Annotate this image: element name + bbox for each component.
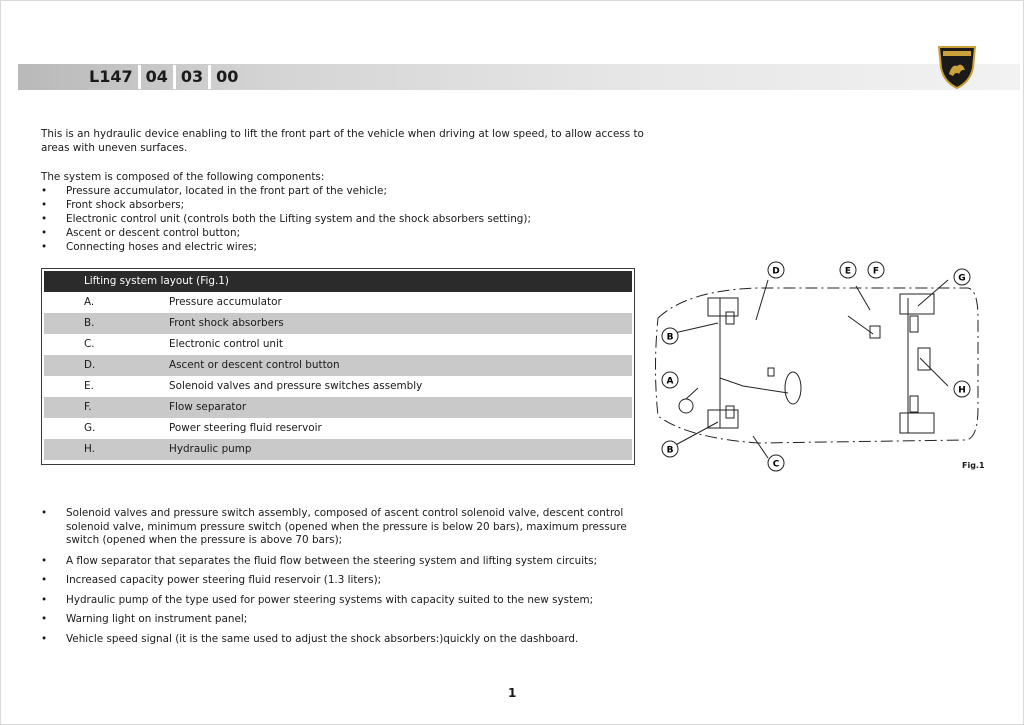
list-item: • Connecting hoses and electric wires; — [41, 240, 661, 254]
callout-label: B — [666, 332, 674, 343]
list-item: • A flow separator that separates the fluid flow between the steering system and lifting system circuits; — [41, 555, 641, 569]
callout-label: C — [772, 459, 780, 470]
row-value: Front shock absorbers — [169, 317, 284, 329]
row-value: Electronic control unit — [169, 338, 283, 350]
callout-label: F — [872, 266, 880, 277]
table-row — [44, 376, 632, 397]
table-row — [44, 334, 632, 355]
row-key: H. — [84, 443, 95, 455]
row-value: Solenoid valves and pressure switches assembly — [169, 380, 423, 392]
row-key: F. — [84, 401, 92, 413]
list-item: • Warning light on instrument panel; — [41, 613, 641, 627]
row-value: Pressure accumulator — [169, 296, 282, 308]
list-item: • Pressure accumulator, located in the front part of the vehicle; — [41, 184, 661, 198]
brand-shield-icon — [936, 44, 978, 90]
accumulator-symbol — [679, 399, 693, 413]
callout-label: D — [772, 266, 780, 277]
list-item: • Hydraulic pump of the type used for power steering systems with capacity suited to the new system; — [41, 594, 641, 608]
list-item: • Front shock absorbers; — [41, 198, 661, 212]
table-row — [44, 292, 632, 313]
row-key: G. — [84, 422, 96, 434]
row-key: D. — [84, 359, 96, 371]
components-section — [41, 170, 661, 254]
table-row — [44, 355, 632, 376]
intro-paragraph: This is an hydraulic device enabling to lift the front part of the vehicle when driving at low speed, to allow access to areas with uneven surfaces. — [41, 128, 644, 154]
code-item: 00 — [208, 65, 243, 89]
hydraulic-hose — [720, 378, 788, 393]
list-item: • Vehicle speed signal (it is the same used to adjust the shock absorbers:)quickly on the dashboard. — [41, 633, 641, 647]
row-value: Power steering fluid reservoir — [169, 422, 322, 434]
row-key: E. — [84, 380, 94, 392]
table-row — [44, 397, 632, 418]
callout-label: E — [844, 266, 852, 277]
row-value: Hydraulic pump — [169, 443, 252, 455]
row-value: Ascent or descent control button — [169, 359, 340, 371]
callout-label: A — [666, 376, 674, 387]
table-row — [44, 418, 632, 439]
callout-label: G — [958, 273, 966, 284]
list-item: • Ascent or descent control button; — [41, 226, 661, 240]
control-unit-symbol — [785, 372, 801, 404]
row-key: C. — [84, 338, 95, 350]
list-item: • Electronic control unit (controls both the Lifting system and the shock absorbers setting); — [41, 212, 661, 226]
components-list — [41, 184, 661, 254]
callout-label: B — [666, 445, 674, 456]
table-row — [44, 313, 632, 334]
table-row — [44, 439, 632, 460]
row-key: A. — [84, 296, 95, 308]
details-list — [41, 507, 641, 652]
table-title: Lifting system layout (Fig.1) — [44, 271, 632, 292]
code-model: L147 — [89, 67, 133, 86]
callout-label: H — [958, 385, 966, 396]
layout-table — [41, 268, 635, 465]
figure-label: Fig.1 — [962, 461, 985, 470]
lifting-system-diagram — [648, 258, 988, 478]
document-code — [84, 65, 243, 89]
row-value: Flow separator — [169, 401, 247, 413]
components-title: The system is composed of the following components: — [41, 171, 325, 183]
row-key: B. — [84, 317, 95, 329]
list-item: • Increased capacity power steering fluid reservoir (1.3 liters); — [41, 574, 641, 588]
code-group: 04 — [138, 65, 173, 89]
list-item: • Solenoid valves and pressure switch assembly, composed of ascent control solenoid valve, descent control solenoid valve, minimum pressure switch (opened when the pressure is below 20 bars), maximum pressure switch (opened when the pressure is above 70 bars); — [41, 507, 641, 548]
page-number: 1 — [508, 686, 517, 700]
code-subgroup: 03 — [173, 65, 208, 89]
rear-wheel-bottom — [900, 413, 934, 433]
